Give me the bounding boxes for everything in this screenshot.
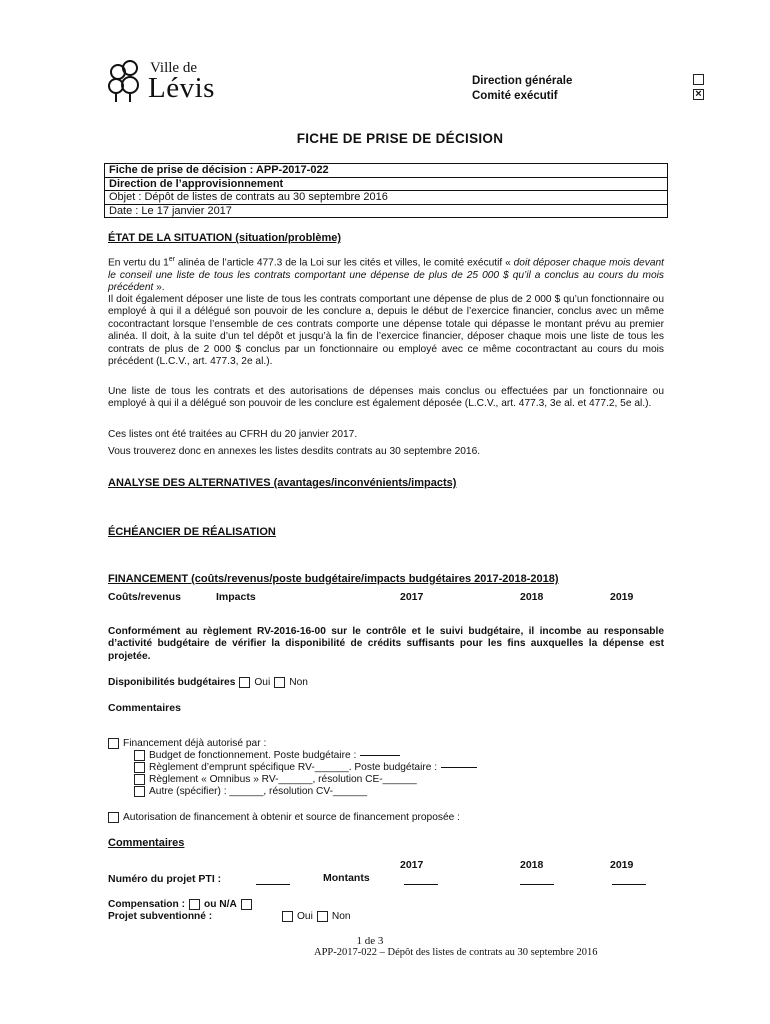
footer-reference: APP-2017-022 – Dépôt des listes de contrats au 30 septembre 2016 (314, 947, 598, 958)
etat-heading: ÉTAT DE LA SITUATION (situation/problème) (108, 232, 342, 244)
compensation-label: Compensation : (108, 899, 185, 910)
conformity-note: Conformément au règlement RV-2016-16-00 sur le contrôle et le suivi budgétaire, il incombe au responsable d’activité budgétaire de vérifier la disponibilité de crédits suffisants pour les fins auxquelles la dépense est projetée. (108, 626, 664, 662)
montant-2019-blank[interactable] (612, 884, 646, 885)
commentaires2-heading: Commentaires (108, 837, 185, 849)
ou-na-label: ou N/A (203, 899, 237, 910)
logo-text-small: Ville de (150, 60, 197, 76)
subventionne-row (108, 911, 351, 922)
option-omnibus-checkbox[interactable] (134, 774, 145, 785)
option-autre-label: Autre (spécifier) : ______, résolution CV-______ (149, 786, 368, 797)
montant-2018-blank[interactable] (520, 884, 554, 885)
option-autre-checkbox[interactable] (134, 786, 145, 797)
col-2018: 2018 (520, 591, 544, 603)
montants-label: Montants (323, 872, 370, 884)
col-impacts: Impacts (216, 591, 256, 603)
col-couts-revenus: Coûts/revenus (108, 591, 181, 603)
col-2019: 2019 (610, 591, 634, 603)
dispo-non-checkbox[interactable] (274, 677, 285, 688)
etat-paragraph-4: Ces listes ont été traitées au CFRH du 20 janvier 2017. (108, 429, 358, 440)
dispo-oui-label: Oui (254, 677, 271, 688)
autorisation-label: Autorisation de financement à obtenir et source de financement proposée : (123, 812, 460, 823)
option-budget-blank[interactable] (360, 755, 400, 756)
etat-paragraph-3: Une liste de tous les contrats et des autorisations de dépenses mais conclus ou effectuées par un fonctionnaire ou employé à qui il a délégué son pouvoir de les conclure est également déposée (L.C.V., art. 477.3, 3e al. et 477.2, 5e al.). (108, 386, 664, 410)
dept-comite-executif: Comité exécutif (472, 90, 558, 102)
option-emprunt-label: Règlement d’emprunt spécifique RV-______. Poste budgétaire : (149, 762, 438, 773)
pti-col-2019: 2019 (610, 859, 634, 871)
subventionne-oui-label: Oui (297, 911, 313, 922)
option-emprunt-blank[interactable] (441, 767, 477, 768)
autorisation-checkbox[interactable] (108, 812, 119, 823)
financement-heading: FINANCEMENT (coûts/revenus/poste budgétaire/impacts budgétaires 2017-2018-2018) (108, 573, 559, 585)
deja-autorise-row (108, 738, 266, 749)
compensation-row (108, 899, 252, 910)
fiche-number: Fiche de prise de décision : APP-2017-022 (105, 164, 667, 178)
na-checkbox[interactable] (241, 899, 252, 910)
option-budget-checkbox[interactable] (134, 750, 145, 761)
option-omnibus-row (134, 774, 417, 785)
pti-col-2017: 2017 (400, 859, 424, 871)
dispo-label: Disponibilités budgétaires (108, 677, 236, 688)
dept-direction-generale: Direction générale (472, 75, 573, 87)
option-emprunt-row (134, 762, 477, 773)
objet: Objet : Dépôt de listes de contrats au 30 septembre 2016 (105, 191, 667, 205)
etat-paragraph-5: Vous trouverez donc en annexes les listes desdits contrats au 30 septembre 2016. (108, 446, 481, 457)
subventionne-non-checkbox[interactable] (317, 911, 328, 922)
pti-col-2018: 2018 (520, 859, 544, 871)
date: Date : Le 17 janvier 2017 (109, 204, 232, 217)
dispo-budgetaires-row (108, 677, 308, 688)
dispo-oui-checkbox[interactable] (239, 677, 250, 688)
page-number: 1 de 3 (356, 935, 384, 947)
analyse-heading: ANALYSE DES ALTERNATIVES (avantages/inconvénients/impacts) (108, 477, 457, 489)
pti-number-blank[interactable] (256, 884, 290, 885)
montant-2017-blank[interactable] (404, 884, 438, 885)
col-2017: 2017 (400, 591, 424, 603)
direction-name: Direction de l’approvisionnement (105, 178, 667, 192)
echeancier-heading: ÉCHÉANCIER DE RÉALISATION (108, 526, 276, 538)
subventionne-oui-checkbox[interactable] (282, 911, 293, 922)
comite-executif-checkbox[interactable]: × (693, 89, 704, 100)
pti-label: Numéro du projet PTI : (108, 873, 222, 885)
page-title: FICHE DE PRISE DE DÉCISION (296, 131, 504, 146)
etat-paragraph-2: Il doit également déposer une liste de tous les contrats comportant une dépense de plus de 2 000 $ qu’un fonctionnaire ou employé à qui il a délégué son pouvoir de les conclure a, depuis le début de l’exercice financier, conclus avec un même cocontractant lorsque l’ensemble de ces contrats comporte une dépense totale qui dépasse le montant prévu au premier alinéa. Il doit, à la suite d’un tel dépôt et jusqu’à la fin de l’exercice financier, déposer chaque mois une liste de tous les contrats de plus de 2 000 $ conclus par un fonctionnaire ou employé avec ce même cocontractant au cours du mois précédent (L.C.V., art. 477.3, 2e al.). (108, 294, 664, 368)
option-emprunt-checkbox[interactable] (134, 762, 145, 773)
compensation-checkbox[interactable] (189, 899, 200, 910)
deja-autorise-checkbox[interactable] (108, 738, 119, 749)
option-omnibus-label: Règlement « Omnibus » RV-______, résolution CE-______ (149, 774, 417, 785)
deja-autorise-label: Financement déjà autorisé par : (123, 738, 267, 749)
decision-info-box (104, 163, 668, 218)
subventionne-non-label: Non (331, 911, 351, 922)
option-autre-row (134, 786, 367, 797)
dispo-non-label: Non (289, 677, 308, 688)
option-budget-label: Budget de fonctionnement. Poste budgétaire : (149, 750, 357, 761)
direction-generale-checkbox[interactable] (693, 74, 704, 85)
option-budget-row (134, 750, 400, 761)
autorisation-row (108, 812, 460, 823)
etat-paragraph-1: En vertu du 1er alinéa de l’article 477.3 de la Loi sur les cités et villes, le comité exécutif « doit déposer chaque mois devant le conseil une liste de tous les contrats comportant une dépense de plus de 25 000 $ qu’il a conclus au cours du mois précédent ». (108, 256, 664, 294)
logo-text-big: Lévis (148, 72, 215, 104)
subventionne-label: Projet subventionné : (108, 911, 213, 922)
commentaires-label: Commentaires (108, 702, 181, 714)
